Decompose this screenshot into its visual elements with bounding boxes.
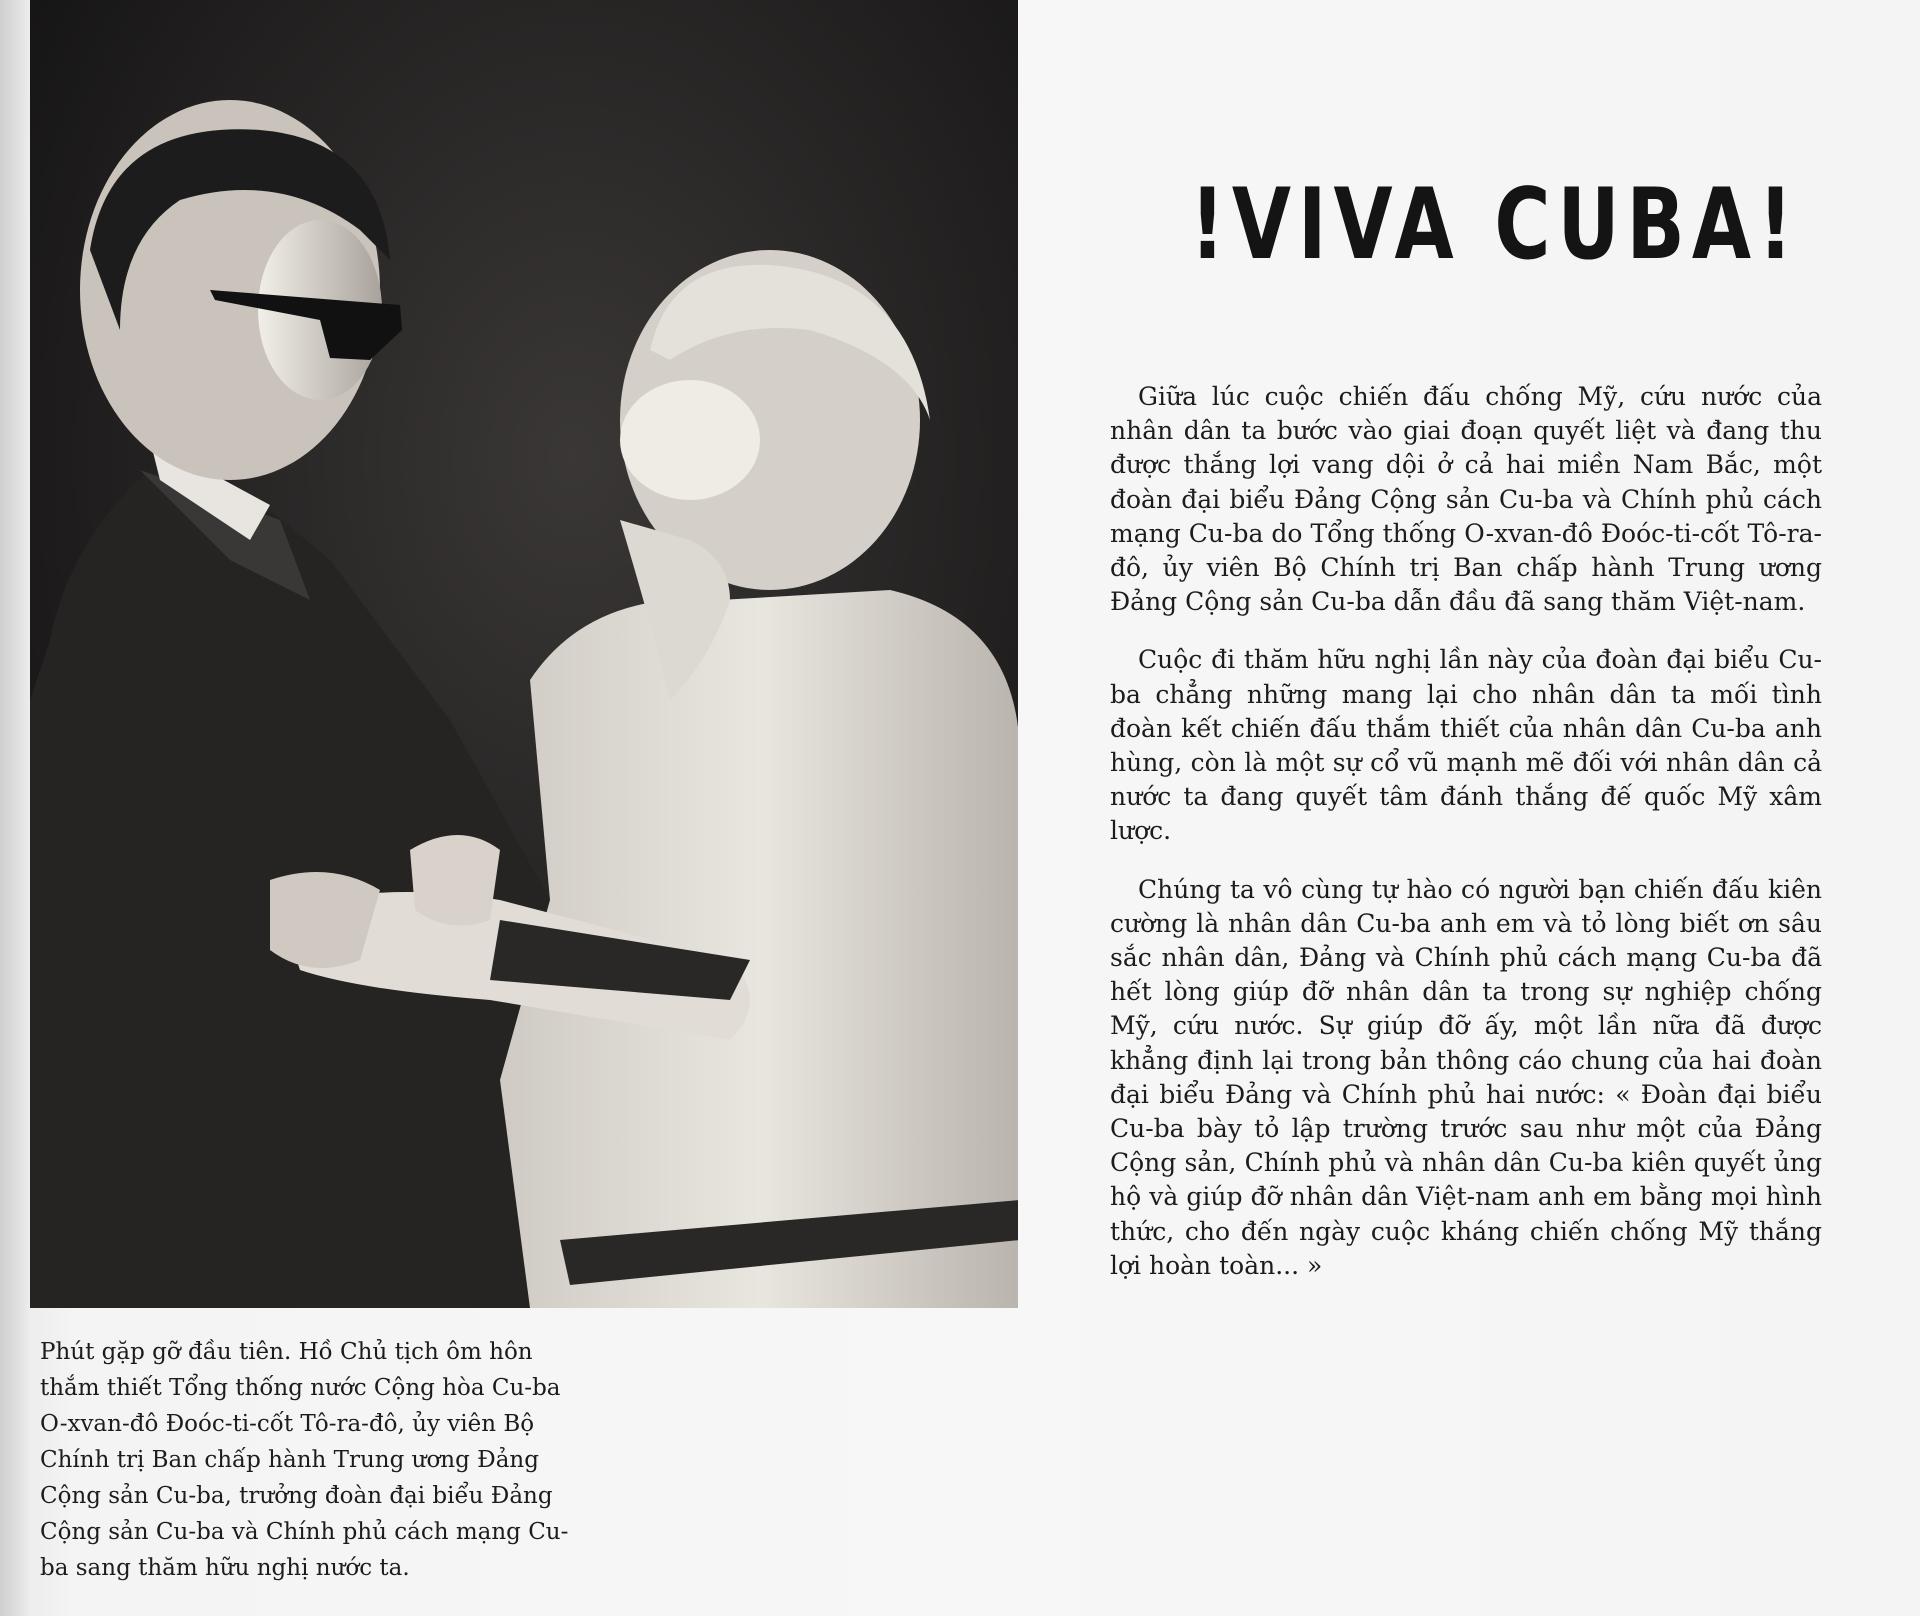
photo — [30, 0, 1018, 1308]
paragraph-2: Cuộc đi thăm hữu nghị lần này của đoàn đại biểu Cu-ba chẳng những mang lại cho nhân dân ta mối tình đoàn kết chiến đấu thắm thiết của nhân dân Cu-ba anh hùng, còn là một sự cổ vũ mạnh mẽ đối với nhân dân cả nước ta đang quyết tâm đánh thắng đế quốc Mỹ xâm lược. — [1110, 645, 1822, 846]
caption-text: Phút gặp gỡ đầu tiên. Hồ Chủ tịch ôm hôn thắm thiết Tổng thống nước Cộng hòa Cu-ba O-xvan-đô Đoóc-ti-cốt Tô-ra-đô, ủy viên Bộ Chính trị Ban chấp hành Trung ương Đảng Cộng sản Cu-ba, trưởng đoàn đại biểu Đảng Cộng sản Cu-ba và Chính phủ cách mạng Cu-ba sang thăm hữu nghị nước ta. — [40, 1339, 569, 1581]
photo-caption — [40, 1334, 572, 1586]
page-spine-shadow — [0, 0, 30, 1616]
article-body — [1110, 380, 1822, 1307]
paragraph-3: Chúng ta vô cùng tự hào có người bạn chiến đấu kiên cường là nhân dân Cu-ba anh em và tỏ lòng biết ơn sâu sắc nhân dân, Đảng và Chính phủ cách mạng Cu-ba đã hết lòng giúp đỡ nhân dân ta trong sự nghiệp chống Mỹ, cứu nước. Sự giúp đỡ ấy, một lần nữa đã được khẳng định lại trong bản thông cáo chung của hai đoàn đại biểu Đảng và Chính phủ hai nước: « Đoàn đại biểu Cu-ba bày tỏ lập trường trước sau như một của Đảng Cộng sản, Chính phủ và nhân dân Cu-ba kiên quyết ủng hộ và giúp đỡ nhân dân Việt-nam anh em bằng mọi hình thức, cho đến ngày cuộc kháng chiến chống Mỹ thắng lợi hoàn toàn... » — [1110, 874, 1822, 1280]
article-title: !VIVA CUBA! — [1190, 168, 1800, 282]
paragraph-1: Giữa lúc cuộc chiến đấu chống Mỹ, cứu nước của nhân dân ta bước vào giai đoạn quyết liệt và đang thu được thắng lợi vang dội ở cả hai miền Nam Bắc, một đoàn đại biểu Đảng Cộng sản Cu-ba và Chính phủ cách mạng Cu-ba do Tổng thống O-xvan-đô Đoóc-ti-cốt Tô-ra-đô, ủy viên Bộ Chính trị Ban chấp hành Trung ương Đảng Cộng sản Cu-ba dẫn đầu đã sang thăm Việt-nam. — [1110, 382, 1822, 617]
